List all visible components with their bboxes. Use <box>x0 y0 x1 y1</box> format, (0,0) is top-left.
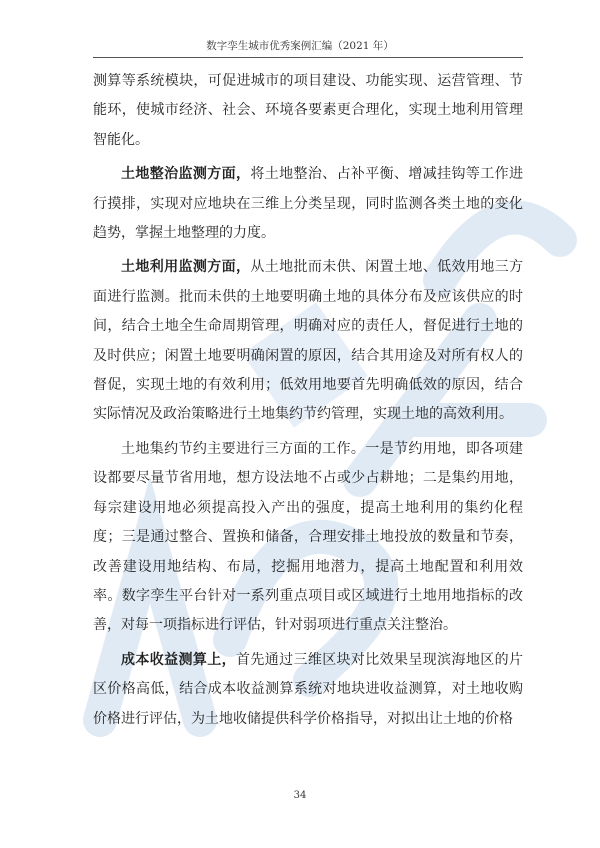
paragraph-3: 土地利用监测方面，从土地批而未供、闲置土地、低效用地三方面进行监测。批而未供的土地要明确土地的具体分布及应该供应的时间，结合土地全生命周期管理，明确对应的责任人，督促进行土地的及时供应；闲置土地要明确闲置的原因，结合其用途及对所有权人的督促，实现土地的有效利用；低效用地要首先明确低效的原因，结合实际情况及政治策略进行土地集约节约管理，实现土地的高效利用。 <box>93 259 524 423</box>
paragraph-2: 土地整治监测方面，将土地整治、占补平衡、增减挂钩等工作进行摸排，实现对应地块在三维上分类呈现，同时监测各类土地的变化趋势，掌握土地整理的力度。 <box>93 166 524 242</box>
paragraph-lead: 成本收益测算上， <box>121 651 236 668</box>
header-divider <box>93 57 523 58</box>
page-header: 数字孪生城市优秀案例汇编（2021 年） <box>206 40 394 52</box>
page-number: 34 <box>293 790 307 801</box>
paragraph-1: 测算等系统模块，可促进城市的项目建设、功能实现、运营管理、节能环，使城市经济、社会、环境各要素更合理化，实现土地利用管理智能化。 <box>93 73 523 148</box>
paragraph-4: 土地集约节约主要进行三方面的工作。一是节约用地，即各项建设都要尽量节省用地，想方设法地不占或少占耕地；二是集约用地，每宗建设用地必须提高投入产出的强度，提高土地利用的集约化程度；三是通过整合、置换和储备，合理安排土地投放的数量和节奏，改善建设用地结构、布局，挖掘用地潜力，提高土地配置和利用效率。数字孪生平台针对一系列重点项目或区域进行土地用地指标的改善，对每一项指标进行评估，针对弱项进行重点关注整治。 <box>93 440 523 634</box>
paragraph-lead: 土地整治监测方面， <box>121 166 251 183</box>
paragraph-5: 成本收益测算上，首先通过三维区块对比效果呈现滨海地区的片区价格高低，结合成本收益测算系统对地块进收益测算，对土地收购价格进行评估，为土地收储提供科学价格指导，对拟出让土地的价格 <box>93 651 524 727</box>
document-body <box>93 67 523 739</box>
paragraph-lead: 土地利用监测方面， <box>121 259 251 276</box>
